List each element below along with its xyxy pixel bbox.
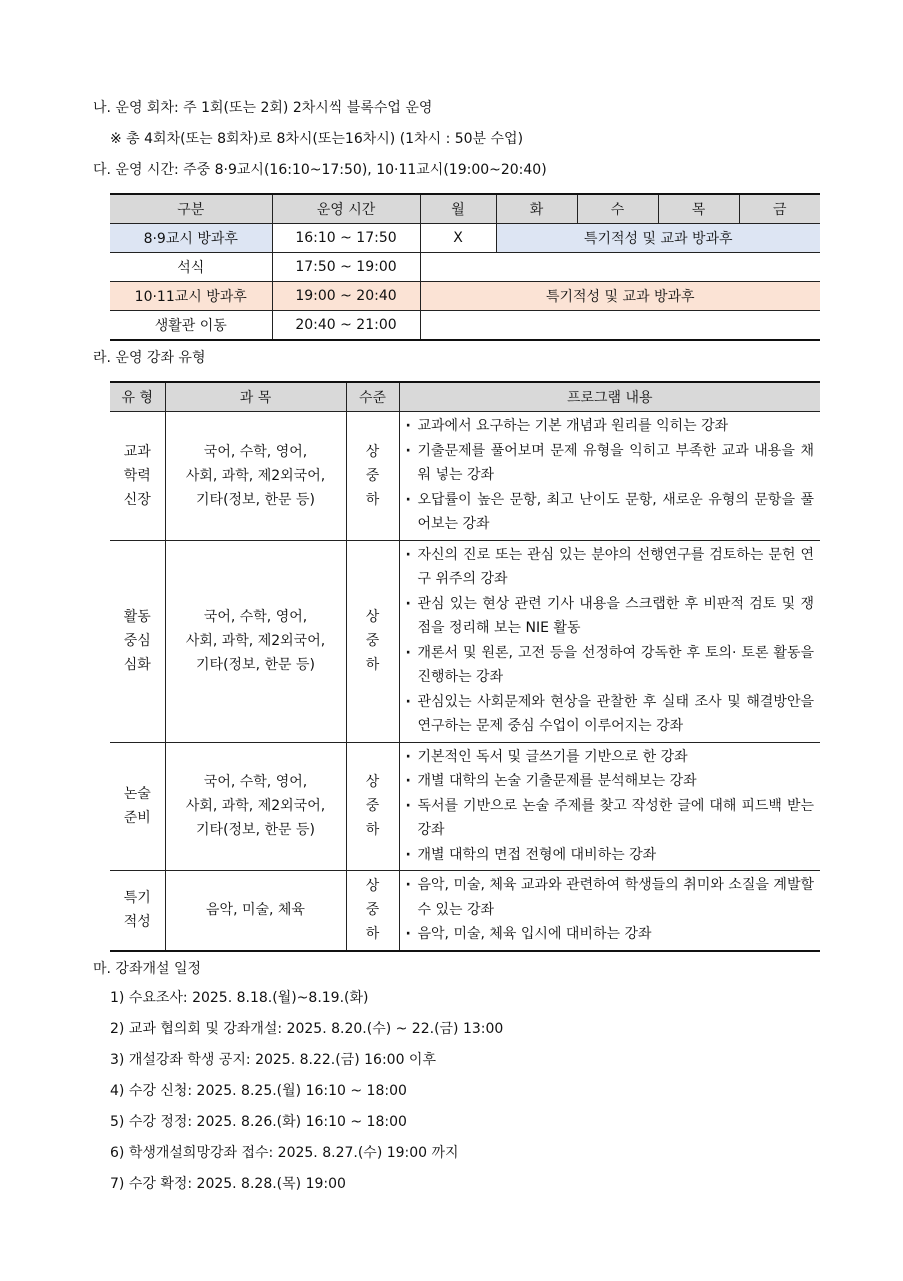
section-ma-heading: 마. 강좌개설 일정 [93,961,202,977]
course-type-line: 특기 [123,890,151,907]
program-item: · 관심있는 사회문제와 현상을 관찰한 후 실태 조사 및 해결방안을 연구하는 문제 중심 수업이 이루어지는 강좌 [406,690,815,739]
schedule-label: 8·9교시 방과후 [110,224,272,253]
timeline-item: 3) 개설강좌 학생 공지: 2025. 8.22.(금) 16:00 이후 [110,1052,436,1068]
program-item: · 음악, 미술, 체육 교과와 관련하여 학생들의 취미와 소질을 계발할 수 있는 강좌 [406,873,815,922]
schedule-row [110,311,820,341]
course-type [110,871,165,951]
level-line: 상 [365,774,380,791]
course-header-cell: 과 목 [165,382,346,412]
course-program [399,412,820,541]
schedule-time: 16:10 ~ 17:50 [272,224,420,253]
course-type-line: 학력 [123,467,151,484]
schedule-table [110,193,820,341]
subject-line: 사회, 과학, 제2외국어, [185,467,326,484]
timeline-item: 6) 학생개설희망강좌 접수: 2025. 8.27.(수) 19:00 까지 [110,1145,459,1161]
section-da-heading: 다. 운영 시간: 주중 8·9교시(16:10~17:50), 10·11교시(19:00~20:40) [93,162,547,178]
level-line: 중 [365,633,380,649]
level-line: 하 [365,491,380,508]
schedule-program: 특기적성 및 교과 방과후 [420,282,820,311]
level-line: 하 [365,822,380,839]
schedule-label: 생활관 이동 [110,311,272,341]
course-type-line: 적성 [123,914,151,931]
schedule-time: 19:00 ~ 20:40 [272,282,420,311]
schedule-header-cell: 목 [658,194,739,224]
course-row [110,412,820,541]
schedule-time: 17:50 ~ 19:00 [272,253,420,282]
schedule-row [110,282,820,311]
schedule-program: 특기적성 및 교과 방과후 [496,224,820,253]
course-type-line: 준비 [123,810,151,827]
schedule-header-cell: 구분 [110,194,272,224]
course-header-row [110,382,820,412]
program-item: · 개별 대학의 논술 기출문제를 분석해보는 강좌 [406,769,815,794]
program-item: · 개별 대학의 면접 전형에 대비하는 강좌 [406,843,815,868]
timeline-item: 2) 교과 협의회 및 강좌개설: 2025. 8.20.(수) ~ 22.(금) 13:00 [110,1021,504,1037]
program-item: · 음악, 미술, 체육 입시에 대비하는 강좌 [406,922,815,947]
section-na-note: ※ 총 4회차(또는 8회차)로 8차시(또는16차시) (1차시 : 50분 수업) [110,131,524,147]
course-row [110,742,820,871]
course-type-line: 논술 [123,786,151,803]
program-item: · 오답률이 높은 문항, 최고 난이도 문항, 새로운 유형의 문항을 풀어보는 강좌 [406,488,815,537]
level-line: 하 [365,657,380,673]
level-line: 상 [365,878,380,895]
schedule-header-cell: 화 [496,194,577,224]
schedule-header-cell: 수 [577,194,658,224]
course-program [399,742,820,871]
course-levels [346,412,399,541]
course-type [110,540,165,742]
subject-line: 국어, 수학, 영어, [203,443,308,460]
schedule-program [420,311,820,341]
subject-line: 기타(정보, 한문 등) [196,657,315,673]
course-header-cell: 수준 [346,382,399,412]
level-line: 상 [365,609,380,625]
schedule-mon: X [420,224,496,253]
course-subjects [165,540,346,742]
subject-line: 음악, 미술, 체육 [206,902,305,919]
schedule-label: 석식 [110,253,272,282]
subject-line: 사회, 과학, 제2외국어, [185,798,326,815]
program-item: · 독서를 기반으로 논술 주제를 찾고 작성한 글에 대해 피드백 받는 강좌 [406,794,815,843]
program-item: · 기본적인 독서 및 글쓰기를 기반으로 한 강좌 [406,745,815,770]
section-ra-heading: 라. 운영 강좌 유형 [93,350,206,366]
level-line: 상 [365,443,380,460]
course-subjects [165,871,346,951]
level-line: 중 [365,467,380,484]
course-levels [346,540,399,742]
course-type-line: 심화 [123,657,151,673]
subject-line: 국어, 수학, 영어, [203,609,308,625]
course-program [399,871,820,951]
timeline-item: 5) 수강 정정: 2025. 8.26.(화) 16:10 ~ 18:00 [110,1114,407,1130]
schedule-program [420,253,820,282]
course-type-line: 활동 [123,609,151,625]
program-item: · 자신의 진로 또는 관심 있는 분야의 선행연구를 검토하는 문헌 연구 위주의 강좌 [406,543,815,592]
level-line: 중 [365,902,380,919]
schedule-header-cell: 운영 시간 [272,194,420,224]
course-row [110,540,820,742]
program-item: · 기출문제를 풀어보며 문제 유형을 익히고 부족한 교과 내용을 채워 넣는 강좌 [406,439,815,488]
timeline-item: 1) 수요조사: 2025. 8.18.(월)~8.19.(화) [110,990,369,1006]
course-subjects [165,412,346,541]
subject-line: 사회, 과학, 제2외국어, [185,633,326,649]
subject-line: 기타(정보, 한문 등) [196,491,315,508]
course-type-line: 교과 [123,443,151,460]
level-line: 중 [365,798,380,815]
course-type-line: 중심 [123,633,151,649]
course-type-line: 신장 [123,491,151,508]
course-header-cell: 프로그램 내용 [399,382,820,412]
timeline-item: 4) 수강 신청: 2025. 8.25.(월) 16:10 ~ 18:00 [110,1083,407,1099]
schedule-header-cell: 월 [420,194,496,224]
timeline-item: 7) 수강 확정: 2025. 8.28.(목) 19:00 [110,1176,346,1192]
course-type-table [110,381,820,952]
level-line: 하 [365,926,380,943]
course-type [110,742,165,871]
program-item: · 관심 있는 현상 관련 기사 내용을 스크랩한 후 비판적 검토 및 쟁점을 정리해 보는 NIE 활동 [406,592,815,641]
program-item: · 교과에서 요구하는 기본 개념과 원리를 익히는 강좌 [406,414,815,439]
course-levels [346,742,399,871]
course-row [110,871,820,951]
schedule-time: 20:40 ~ 21:00 [272,311,420,341]
schedule-header-row [110,194,820,224]
course-subjects [165,742,346,871]
schedule-label: 10·11교시 방과후 [110,282,272,311]
subject-line: 국어, 수학, 영어, [203,774,308,791]
course-header-cell: 유 형 [110,382,165,412]
schedule-header-cell: 금 [739,194,820,224]
section-na-heading: 나. 운영 회차: 주 1회(또는 2회) 2차시씩 블록수업 운영 [93,100,433,116]
program-item: · 개론서 및 원론, 고전 등을 선정하여 강독한 후 토의· 토론 활동을 진행하는 강좌 [406,641,815,690]
subject-line: 기타(정보, 한문 등) [196,822,315,839]
schedule-row [110,224,820,253]
course-program [399,540,820,742]
course-levels [346,871,399,951]
schedule-row [110,253,820,282]
course-type [110,412,165,541]
